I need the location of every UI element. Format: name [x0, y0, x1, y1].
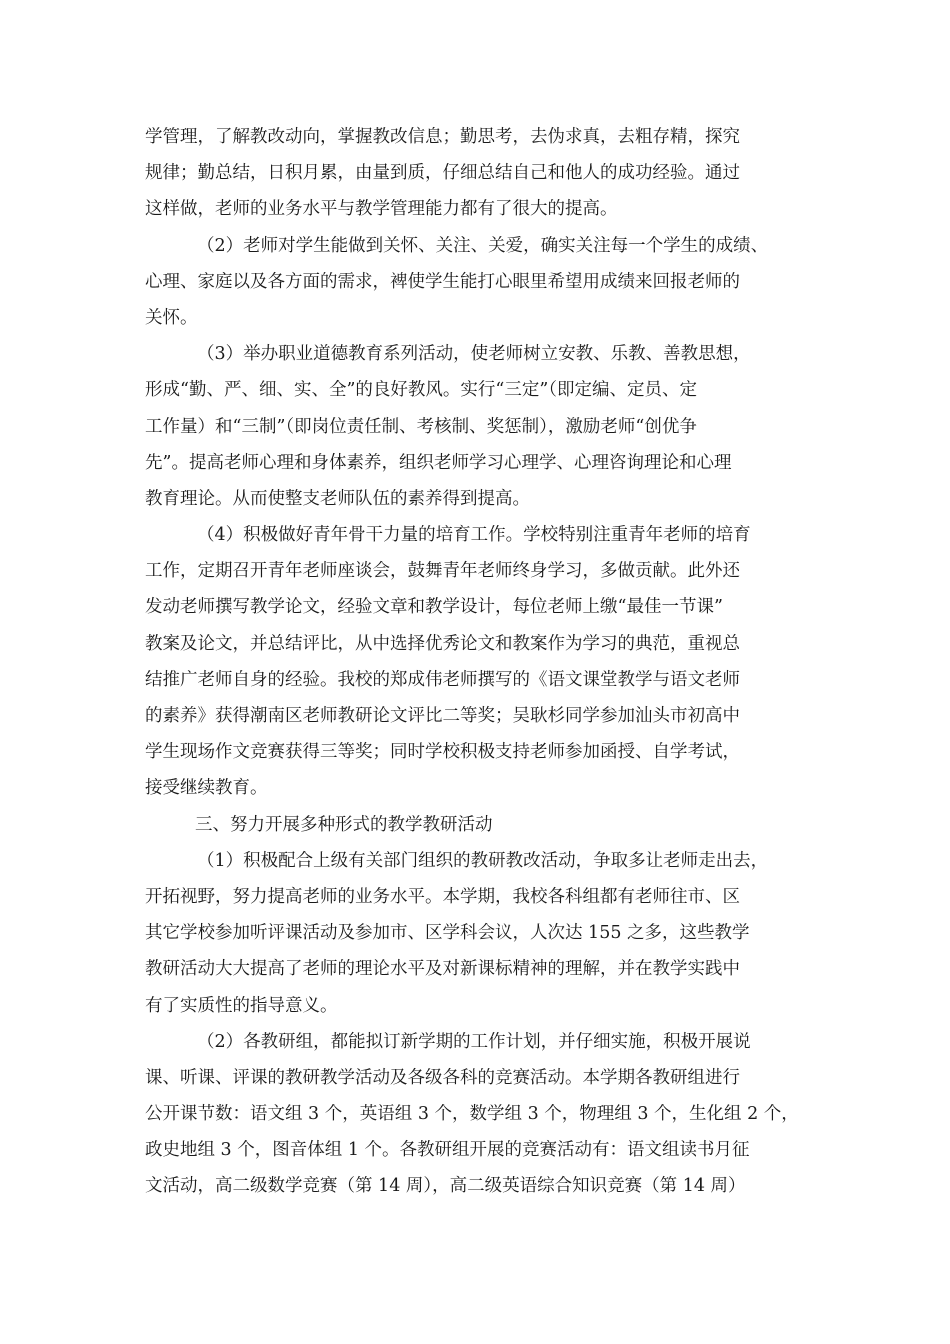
paragraph-line: （1）积极配合上级有关部门组织的教研教改活动，争取多让老师走出去， [197, 850, 769, 871]
paragraph-line: 开拓视野，努力提高老师的业务水平。本学期，我校各科组都有老师往市、区 [145, 886, 740, 907]
section-heading: 三、努力开展多种形式的教学教研活动 [195, 814, 493, 835]
paragraph-line: 接受继续教育。 [145, 778, 268, 799]
paragraph-line: 的素养》获得潮南区老师教研论文评比二等奖；吴耿杉同学参加汕头市初高中 [145, 706, 740, 726]
paragraph-line: （3）举办职业道德教育系列活动，使老师树立安教、乐教、善教思想， [197, 344, 751, 365]
paragraph-line: 学管理，了解教改动向，掌握教改信息；勤思考，去伪求真，去粗存精，探究 [145, 127, 740, 147]
paragraph-line: 文活动，高二级数学竞赛（第 14 周），高二级英语综合知识竞赛（第 14 周） [145, 1176, 746, 1197]
paragraph-line: （4）积极做好青年骨干力量的培育工作。学校特别注重青年老师的培育 [197, 525, 751, 546]
paragraph-line: 心理、家庭以及各方面的需求，裨使学生能打心眼里希望用成绩来回报老师的 [145, 271, 740, 292]
paragraph-line: 教研活动大大提高了老师的理论水平及对新课标精神的理解，并在教学实践中 [145, 959, 740, 980]
paragraph-line: 工作，定期召开青年老师座谈会，鼓舞青年老师终身学习，多做贡献。此外还 [145, 561, 740, 582]
paragraph-line: 其它学校参加听评课活动及参加市、区学科会议，人次达 155 之多，这些教学 [145, 923, 750, 944]
paragraph-line: 课、听课、评课的教研教学活动及各级各科的竞赛活动。本学期各教研组进行 [145, 1067, 740, 1088]
paragraph-line: 教育理论。从而使整支老师队伍的素养得到提高。 [145, 488, 530, 509]
paragraph-line: 这样做，老师的业务水平与教学管理能力都有了很大的提高。 [145, 199, 618, 220]
paragraph-line: 公开课节数：语文组 3 个，英语组 3 个，数学组 3 个，物理组 3 个，生化组 2 个， [145, 1104, 799, 1125]
paragraph-line: 先”。提高老师心理和身体素养，组织老师学习心理学、心理咨询理论和心理 [145, 452, 732, 473]
paragraph-line: 有了实质性的指导意义。 [145, 995, 338, 1016]
paragraph-line: 工作量）和“三制”（即岗位责任制、考核制、奖惩制），激励老师“创优争 [145, 416, 697, 437]
paragraph-line: 规律；勤总结，日积月累，由量到质，仔细总结自己和他人的成功经验。通过 [145, 163, 740, 184]
paragraph-line: 教案及论文，并总结评比，从中选择优秀论文和教案作为学习的典范，重视总 [145, 633, 740, 654]
document-body [145, 119, 805, 1205]
paragraph-line: 形成“勤、严、细、实、全”的良好教风。实行“三定”（即定编、定员、定 [145, 380, 698, 401]
paragraph-line: 发动老师撰写教学论文，经验文章和教学设计，每位老师上缴“最佳一节课” [145, 597, 723, 618]
paragraph-line: 学生现场作文竞赛获得三等奖；同时学校积极支持老师参加函授、自学考试， [145, 742, 740, 763]
paragraph-line: （2）老师对学生能做到关怀、关注、关爱，确实关注每一个学生的成绩、 [197, 235, 769, 256]
paragraph-line: 结推广老师自身的经验。我校的郑成伟老师撰写的《语文课堂教学与语文老师 [145, 669, 740, 690]
paragraph-line: 关怀。 [145, 307, 198, 328]
paragraph-line: 政史地组 3 个，图音体组 1 个。各教研组开展的竞赛活动有：语文组读书月征 [145, 1140, 750, 1161]
paragraph-line: （2）各教研组，都能拟订新学期的工作计划，并仔细实施，积极开展说 [197, 1031, 751, 1052]
